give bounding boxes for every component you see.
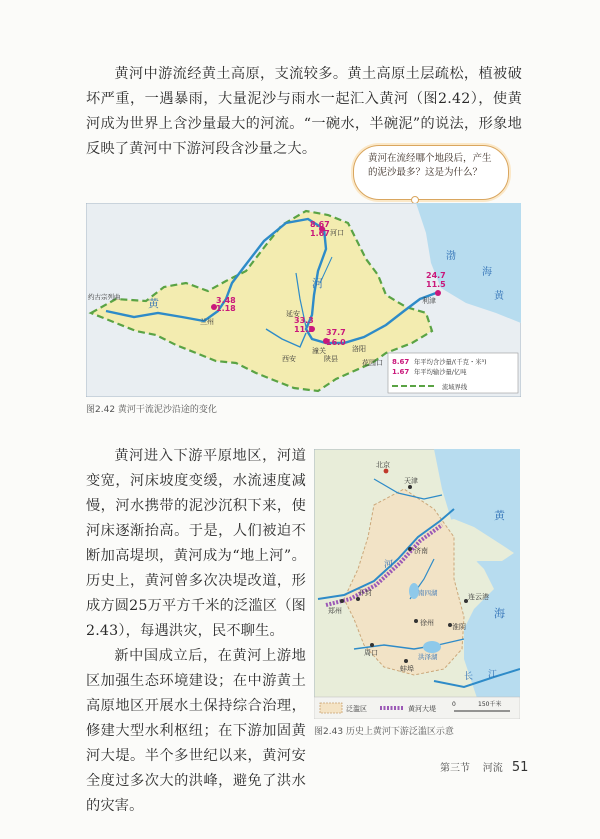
sea-label-bo: 渤 — [446, 251, 456, 262]
city-zhoukou: 周口 — [364, 649, 378, 657]
figure-242-caption: 图2.42 黄河干流泥沙沿途的变化 — [86, 405, 217, 415]
page-footer — [440, 759, 528, 775]
lake-hongze: 洪泽湖 — [418, 653, 438, 661]
legend-lower-text: 年平均输沙量/亿吨 — [414, 369, 467, 376]
legend-boundary-text: 流域界线 — [442, 384, 468, 391]
river-label-chang: 长 — [464, 672, 474, 682]
map-243-legend — [314, 697, 520, 719]
figure-243-caption: 图2.43 历史上黄河下游泛滥区示意 — [314, 727, 454, 737]
sea-label-huang: 黄 — [494, 291, 504, 302]
place-lijin: 利津 — [422, 297, 436, 305]
lake-nansi: 南四湖 — [418, 589, 438, 597]
data-marker-shanxian — [323, 328, 346, 347]
legend-upper-text: 年平均含沙量/(千克・米³) — [414, 359, 487, 366]
city-lianyungang: 连云港 — [468, 593, 489, 601]
city-kaifeng: 开封 — [358, 589, 372, 597]
question-bubble: 黄河在流经哪个地段后，产生的泥沙最多？这是为什么？ — [353, 145, 509, 200]
city-zhengzhou: 郑州 — [328, 607, 342, 615]
place-yanan: 延安 — [286, 310, 300, 318]
lower-text — [86, 444, 306, 819]
city-huaiyin: 淮阴 — [452, 623, 466, 631]
river-label-he-243: 河 — [384, 560, 394, 570]
place-lanzhou: 兰州 — [200, 318, 214, 326]
legend-upper-value: 8.67 — [392, 358, 410, 366]
city-tianjin: 天津 — [404, 477, 418, 485]
data-hekou-concentration: 8.67 — [310, 220, 330, 229]
intro-paragraph: 黄河中游流经黄土高原，支流较多。黄土高原土层疏松，植被破坏严重，一遇暴雨，大量泥沙与雨水一起汇入黄河（图2.42），使黄河成为世界上含沙量最大的河流。“一碗水，半碗泥”的说法，形象地反映了黄河中下游河段含沙量之大。 — [86, 66, 522, 157]
data-tongguan-concentration: 33.3 — [294, 316, 314, 325]
place-xian: 西安 — [282, 355, 296, 363]
river-label-huang: 黄 — [148, 297, 159, 310]
city-jinan: 济南 — [414, 547, 428, 555]
lower-yellow-river-flood-map — [314, 449, 520, 719]
place-tongguan: 潼关 — [312, 347, 326, 355]
hongze-lake — [423, 641, 441, 653]
scale-zero: 0 — [452, 701, 456, 708]
place-luoyang: 洛阳 — [352, 345, 366, 353]
city-xuzhou: 徐州 — [420, 619, 434, 627]
data-lijin-concentration: 24.7 — [426, 271, 446, 280]
data-hekou-load: 1.67 — [310, 229, 330, 238]
place-shanxian: 陕县 — [324, 355, 338, 363]
map-legend — [388, 353, 518, 393]
data-lanzhou-concentration: 3.48 — [216, 296, 236, 305]
yellow-river-sediment-map — [86, 203, 521, 397]
river-label-jiang: 江 — [488, 670, 498, 680]
river-label-he: 河 — [312, 277, 323, 290]
paragraph-floodplain: 黄河进入下游平原地区，河道变宽，河床坡度变缓，水流速度减慢，河水携带的泥沙沉积下来，使河床逐渐抬高。于是，人们被迫不断加高堤坝，黄河成为“地上河”。历史上，黄河曾多次决堤改道，形成方圆25万平方千米的泛滥区（图2.43），每遇洪灾，民不聊生。 — [86, 448, 306, 639]
scale-value: 150千米 — [478, 701, 502, 708]
place-yuegu: 约古宗列曲 — [88, 293, 121, 301]
place-huayuankou: 花园口 — [362, 359, 383, 367]
sea-label-huang-243: 黄 — [494, 509, 505, 522]
sea-label-hai: 海 — [482, 267, 492, 278]
paragraph-governance: 新中国成立后，在黄河上游地区加强生态环境建设；在中游黄土高原地区开展水土保持综合治理，修建大型水利枢纽；在下游加固黄河大堤。半个多世纪以来，黄河安全度过多次大的洪峰，避免了洪水的灾害。 — [86, 648, 306, 814]
legend-flood-swatch — [320, 703, 342, 713]
data-marker-hekou — [310, 220, 330, 238]
data-lijin-load: 11.5 — [426, 280, 446, 289]
data-tongguan-load: 11.2 — [294, 325, 314, 334]
legend-levee-label: 黄河大堤 — [408, 705, 436, 713]
sea-label-hai-243: 海 — [494, 607, 505, 620]
footer-title: 河流 — [482, 763, 503, 774]
city-beijing: 北京 — [376, 461, 390, 469]
data-marker-tongguan — [294, 316, 315, 334]
page-number: 51 — [511, 760, 529, 775]
footer-section: 第三节 — [440, 763, 470, 774]
legend-lower-value: 1.67 — [392, 368, 410, 376]
data-shanxian-concentration: 37.7 — [326, 328, 346, 337]
data-shanxian-load: 16.0 — [326, 338, 346, 347]
legend-flood-label: 泛滥区 — [346, 705, 367, 713]
place-hekou: 河口 — [330, 229, 344, 237]
data-lanzhou-load: 1.18 — [216, 304, 236, 313]
city-bengbu: 蚌埠 — [400, 665, 414, 673]
